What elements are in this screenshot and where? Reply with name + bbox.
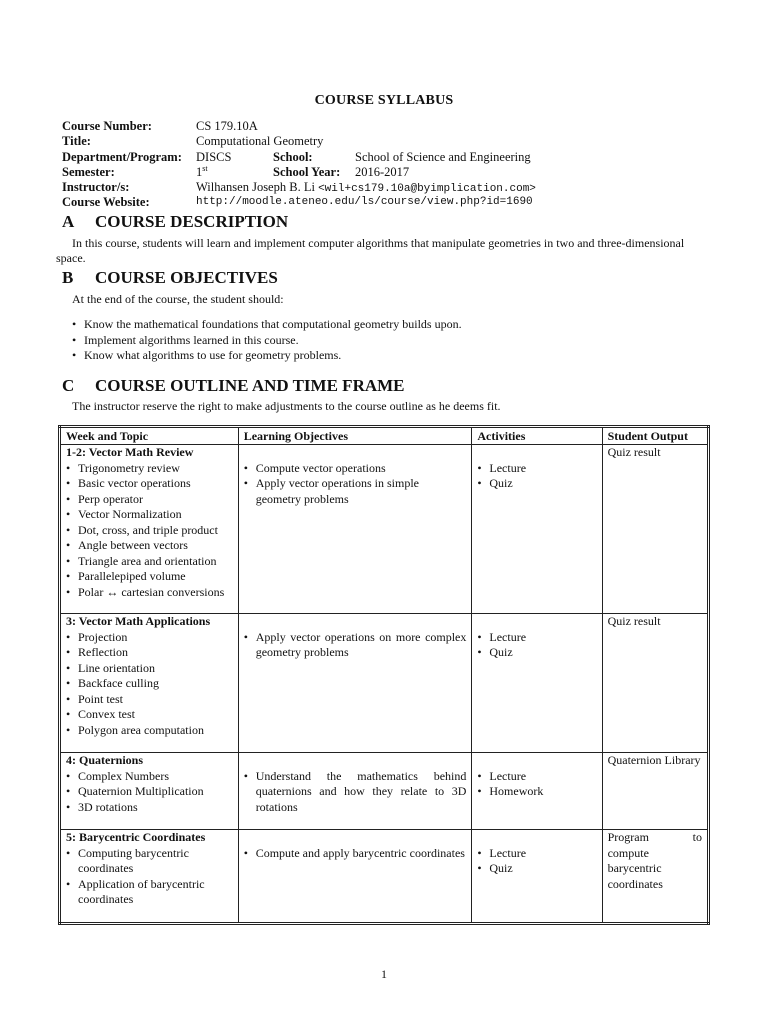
activities-list [477, 461, 596, 492]
website-link[interactable]: http://moodle.ateneo.edu/ls/course/view.php?id=1690 [196, 196, 533, 209]
subtopic-item: • Projection [66, 630, 233, 646]
objective-item: • Apply vector operations on more complex geometry problems [244, 630, 467, 661]
objective-item: • Apply vector operations in simple geometry problems [244, 476, 467, 507]
output-cell: Quaternion Library [602, 753, 708, 830]
table-row [60, 753, 709, 830]
output-cell: Program to compute barycentric coordinates [602, 830, 708, 924]
website-label: Course Website: [62, 195, 150, 210]
section-b-letter: B [62, 268, 74, 287]
document-title: COURSE SYLLABUS [314, 93, 454, 108]
header-week-topic: Week and Topic [60, 427, 239, 445]
activity-item: • Lecture [477, 461, 596, 477]
activities-cell [472, 753, 602, 830]
section-a-title: COURSE DESCRIPTION [95, 212, 289, 231]
section-c-title: COURSE OUTLINE AND TIME FRAME [95, 376, 405, 395]
activities-list [477, 630, 596, 661]
subtopic-item: • Convex test [66, 707, 233, 723]
topic-title: 5: Barycentric Coordinates [66, 830, 206, 844]
activity-item: • Homework [477, 784, 596, 800]
semester-label: Semester: [62, 164, 115, 179]
objective-item: • Know the mathematical foundations that computational geometry builds upon. [72, 317, 462, 333]
section-a-heading [62, 212, 288, 232]
course-number-value: CS 179.10A [196, 119, 258, 133]
subtopic-item: • 3D rotations [66, 800, 233, 816]
objective-item: • Understand the mathematics behind quaternions and how they relate to 3D rotations [244, 769, 467, 816]
table-row [60, 445, 709, 614]
school-label: School: [273, 149, 313, 164]
subtopic-item: • Polygon area computation [66, 723, 233, 739]
semester-suffix: st [202, 163, 208, 173]
instructor-email[interactable]: <wil+cs179.10a@byimplication.com> [318, 183, 536, 196]
subtopic-item: • Dot, cross, and triple product [66, 523, 233, 539]
subtopic-item: • Basic vector operations [66, 476, 233, 492]
week-topic-cell [60, 830, 239, 924]
instructor-name: Wilhansen Joseph B. Li [196, 180, 315, 195]
activities-list [477, 846, 596, 877]
activity-item: • Lecture [477, 630, 596, 646]
objective-item: • Know what algorithms to use for geometry problems. [72, 348, 462, 364]
semester-value [196, 165, 208, 180]
subtopic-list [66, 461, 233, 601]
subtopic-item: • Vector Normalization [66, 507, 233, 523]
subtopic-item: • Trigonometry review [66, 461, 233, 477]
course-description-line1: In this course, students will learn and implement computer algorithms that manipulate geometries in two and three-dimensional [72, 236, 685, 250]
subtopic-item: • Point test [66, 692, 233, 708]
header-student-output: Student Output [602, 427, 708, 445]
activities-cell [472, 614, 602, 753]
semester-number: 1 [196, 164, 203, 179]
subtopic-item: • Backface culling [66, 676, 233, 692]
activity-item: • Lecture [477, 846, 596, 862]
table-row [60, 830, 709, 924]
outline-intro: The instructor reserve the right to make adjustments to the course outline as he deems fit. [72, 399, 501, 413]
objective-item: • Implement algorithms learned in this course. [72, 333, 462, 349]
school-year-value: 2016-2017 [355, 164, 410, 179]
school-year-label: School Year: [273, 164, 341, 179]
topic-title: 3: Vector Math Applications [66, 614, 211, 628]
subtopic-list [66, 846, 233, 908]
course-outline-table [58, 425, 710, 925]
title-label: Title: [62, 134, 91, 149]
subtopic-item: • Line orientation [66, 661, 233, 677]
subtopic-item: • Reflection [66, 645, 233, 661]
week-topic-cell [60, 753, 239, 830]
subtopic-item: • Parallelepiped volume [66, 569, 233, 585]
subtopic-item: • Computing barycentric coordinates [66, 846, 233, 877]
output-cell: Quiz result [602, 445, 708, 614]
table-header-row [60, 427, 709, 445]
subtopic-item: • Application of barycentric coordinates [66, 877, 233, 908]
objectives-list [244, 846, 467, 862]
objective-item: • Compute vector operations [244, 461, 467, 477]
objectives-cell [238, 445, 472, 614]
subtopic-list [66, 769, 233, 816]
school-value: School of Science and Engineering [355, 149, 531, 164]
title-value: Computational Geometry [196, 134, 324, 149]
topic-title: 4: Quaternions [66, 753, 144, 767]
week-topic-cell [60, 445, 239, 614]
activities-cell [472, 445, 602, 614]
week-topic-cell [60, 614, 239, 753]
activities-list [477, 769, 596, 800]
activity-item: • Lecture [477, 769, 596, 785]
objectives-list [72, 317, 462, 364]
objectives-list [244, 630, 467, 661]
objectives-cell [238, 753, 472, 830]
section-b-heading [62, 268, 278, 288]
section-c-heading [62, 376, 405, 396]
output-cell: Quiz result [602, 614, 708, 753]
objectives-list [244, 461, 467, 508]
subtopic-item: • Perp operator [66, 492, 233, 508]
objectives-cell [238, 830, 472, 924]
activities-cell [472, 830, 602, 924]
course-number-label: Course Number: [62, 119, 152, 133]
objective-item: • Compute and apply barycentric coordinates [244, 846, 467, 862]
activity-item: • Quiz [477, 476, 596, 492]
table-row [60, 614, 709, 753]
subtopic-item: • Polar ↔ cartesian conversions [66, 585, 233, 601]
objectives-list [244, 769, 467, 816]
course-description-line2: space. [56, 251, 86, 265]
subtopic-item: • Angle between vectors [66, 538, 233, 554]
section-c-letter: C [62, 376, 75, 395]
section-a-letter: A [62, 212, 75, 231]
activity-item: • Quiz [477, 645, 596, 661]
subtopic-list [66, 630, 233, 739]
header-activities: Activities [472, 427, 602, 445]
subtopic-item: • Quaternion Multiplication [66, 784, 233, 800]
subtopic-item: • Triangle area and orientation [66, 554, 233, 570]
page-number: 1 [381, 967, 387, 981]
header-learning-objectives: Learning Objectives [238, 427, 472, 445]
objectives-cell [238, 614, 472, 753]
objectives-intro: At the end of the course, the student should: [72, 292, 284, 306]
activity-item: • Quiz [477, 861, 596, 877]
subtopic-item: • Complex Numbers [66, 769, 233, 785]
department-value: DISCS [196, 149, 232, 164]
topic-title: 1-2: Vector Math Review [66, 445, 194, 459]
department-label: Department/Program: [62, 149, 182, 164]
section-b-title: COURSE OBJECTIVES [95, 268, 278, 287]
instructor-label: Instructor/s: [62, 180, 130, 195]
